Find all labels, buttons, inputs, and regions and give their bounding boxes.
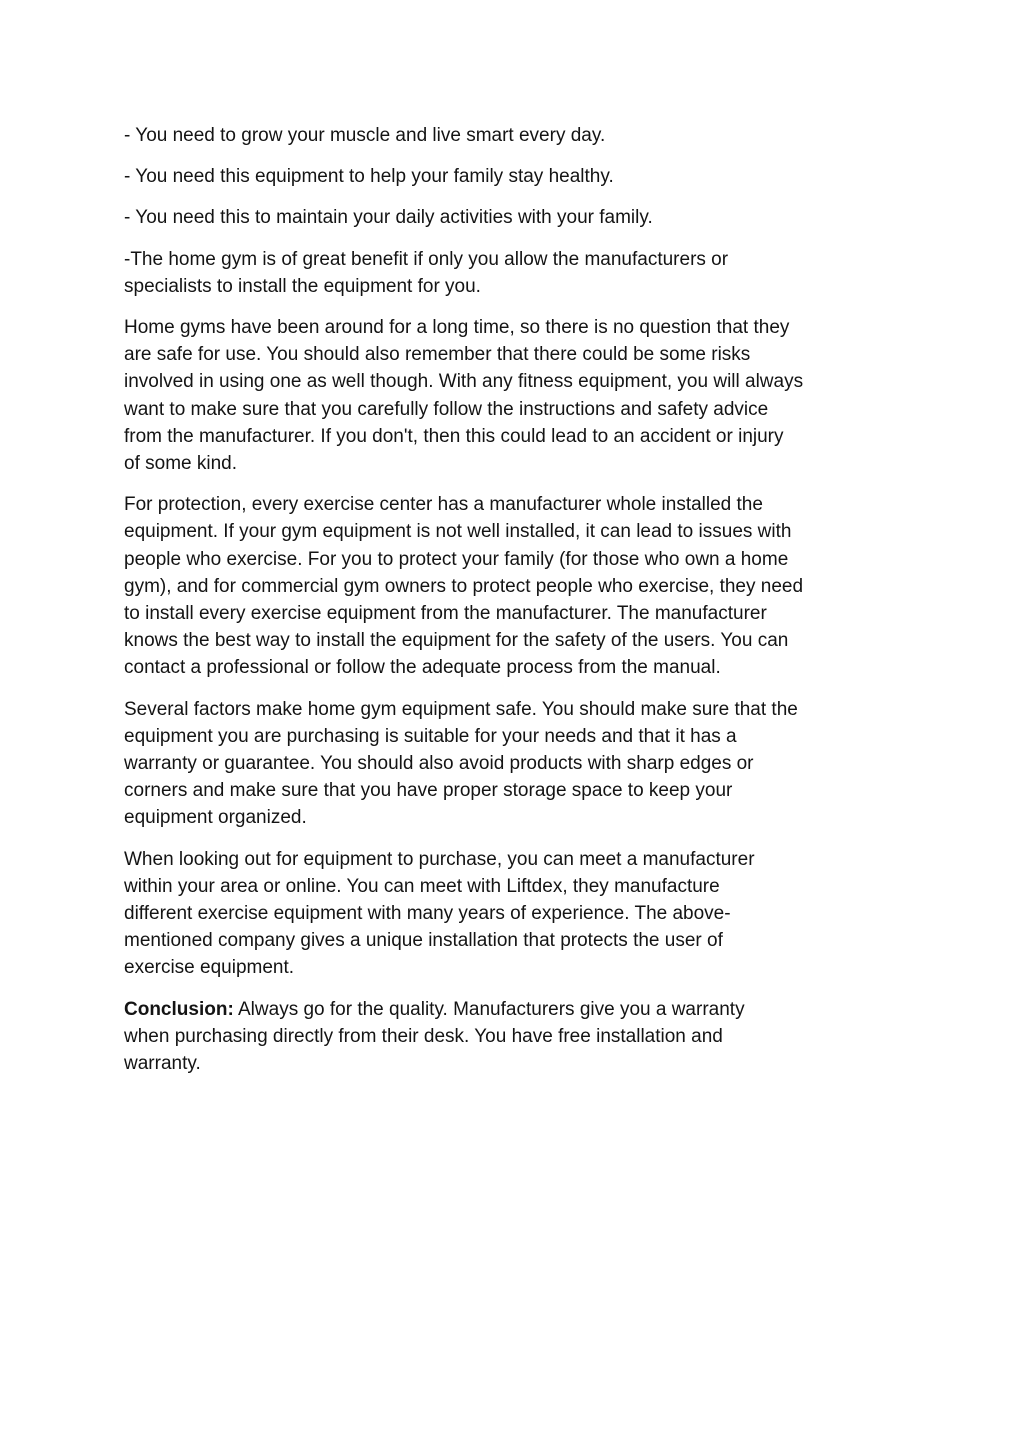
factors-paragraph [124, 696, 899, 832]
paragraph-line: from the manufacturer. If you don't, then this could lead to an accident or injury [124, 425, 784, 447]
paragraph-line: are safe for use. You should also remember that there could be some risks [124, 344, 751, 366]
paragraph-line: Home gyms have been around for a long time, so there is no question that they [124, 317, 790, 339]
paragraph-line: For protection, every exercise center has a manufacturer whole installed the [124, 494, 763, 516]
conclusion-label: Conclusion: [124, 998, 234, 1020]
paragraph-line: warranty. [124, 1053, 201, 1075]
paragraph-line: mentioned company gives a unique installation that protects the user of [124, 930, 723, 952]
safety-paragraph [124, 314, 899, 477]
paragraph-line: equipment organized. [124, 807, 307, 829]
paragraph-line: When looking out for equipment to purchase, you can meet a manufacturer [124, 848, 755, 870]
paragraph-line: specialists to install the equipment for you. [124, 275, 481, 297]
bullet-text: - You need to grow your muscle and live smart every day. [124, 125, 606, 146]
paragraph-line: within your area or online. You can meet with Liftdex, they manufacture [124, 875, 720, 897]
protection-paragraph [124, 491, 899, 681]
paragraph-line: exercise equipment. [124, 957, 295, 979]
document-body [124, 122, 899, 1091]
paragraph-line: Several factors make home gym equipment safe. You should make sure that the [124, 698, 798, 720]
paragraph-line: -The home gym is of great benefit if only you allow the manufacturers or [124, 248, 729, 270]
bullet-text: - You need this equipment to help your family stay healthy. [124, 166, 614, 188]
conclusion-paragraph [124, 996, 899, 1078]
paragraph-line: people who exercise. For you to protect your family (for those who own a home [124, 548, 789, 570]
paragraph-line: contact a professional or follow the adequate process from the manual. [124, 657, 721, 679]
purchase-paragraph [124, 846, 899, 982]
bullet-item-grow-muscle [124, 122, 899, 149]
paragraph-line: equipment. If your gym equipment is not well installed, it can lead to issues with [124, 521, 792, 543]
paragraph-line: gym), and for commercial gym owners to protect people who exercise, they need [124, 575, 804, 597]
paragraph-line: knows the best way to install the equipment for the safety of the users. You can [124, 630, 789, 652]
paragraph-line: to install every exercise equipment from the manufacturer. The manufacturer [124, 603, 767, 625]
paragraph-line: corners and make sure that you have proper storage space to keep your [124, 780, 733, 802]
paragraph-line: involved in using one as well though. With any fitness equipment, you will always [124, 371, 804, 393]
intro-paragraph [124, 246, 899, 300]
bullet-text: - You need this to maintain your daily activities with your family. [124, 207, 653, 229]
bullet-item-daily-activities [124, 204, 899, 231]
paragraph-line: equipment you are purchasing is suitable for your needs and that it has a [124, 725, 737, 747]
paragraph-line: of some kind. [124, 453, 237, 475]
paragraph-line: when purchasing directly from their desk. You have free installation and [124, 1025, 723, 1047]
paragraph-line: want to make sure that you carefully follow the instructions and safety advice [124, 398, 769, 420]
conclusion-first-line [124, 996, 899, 1023]
conclusion-text: Always go for the quality. Manufacturers give you a warranty [233, 998, 745, 1020]
paragraph-line: different exercise equipment with many years of experience. The above- [124, 903, 731, 925]
paragraph-line: warranty or guarantee. You should also avoid products with sharp edges or [124, 753, 754, 775]
bullet-item-family-healthy [124, 163, 899, 190]
